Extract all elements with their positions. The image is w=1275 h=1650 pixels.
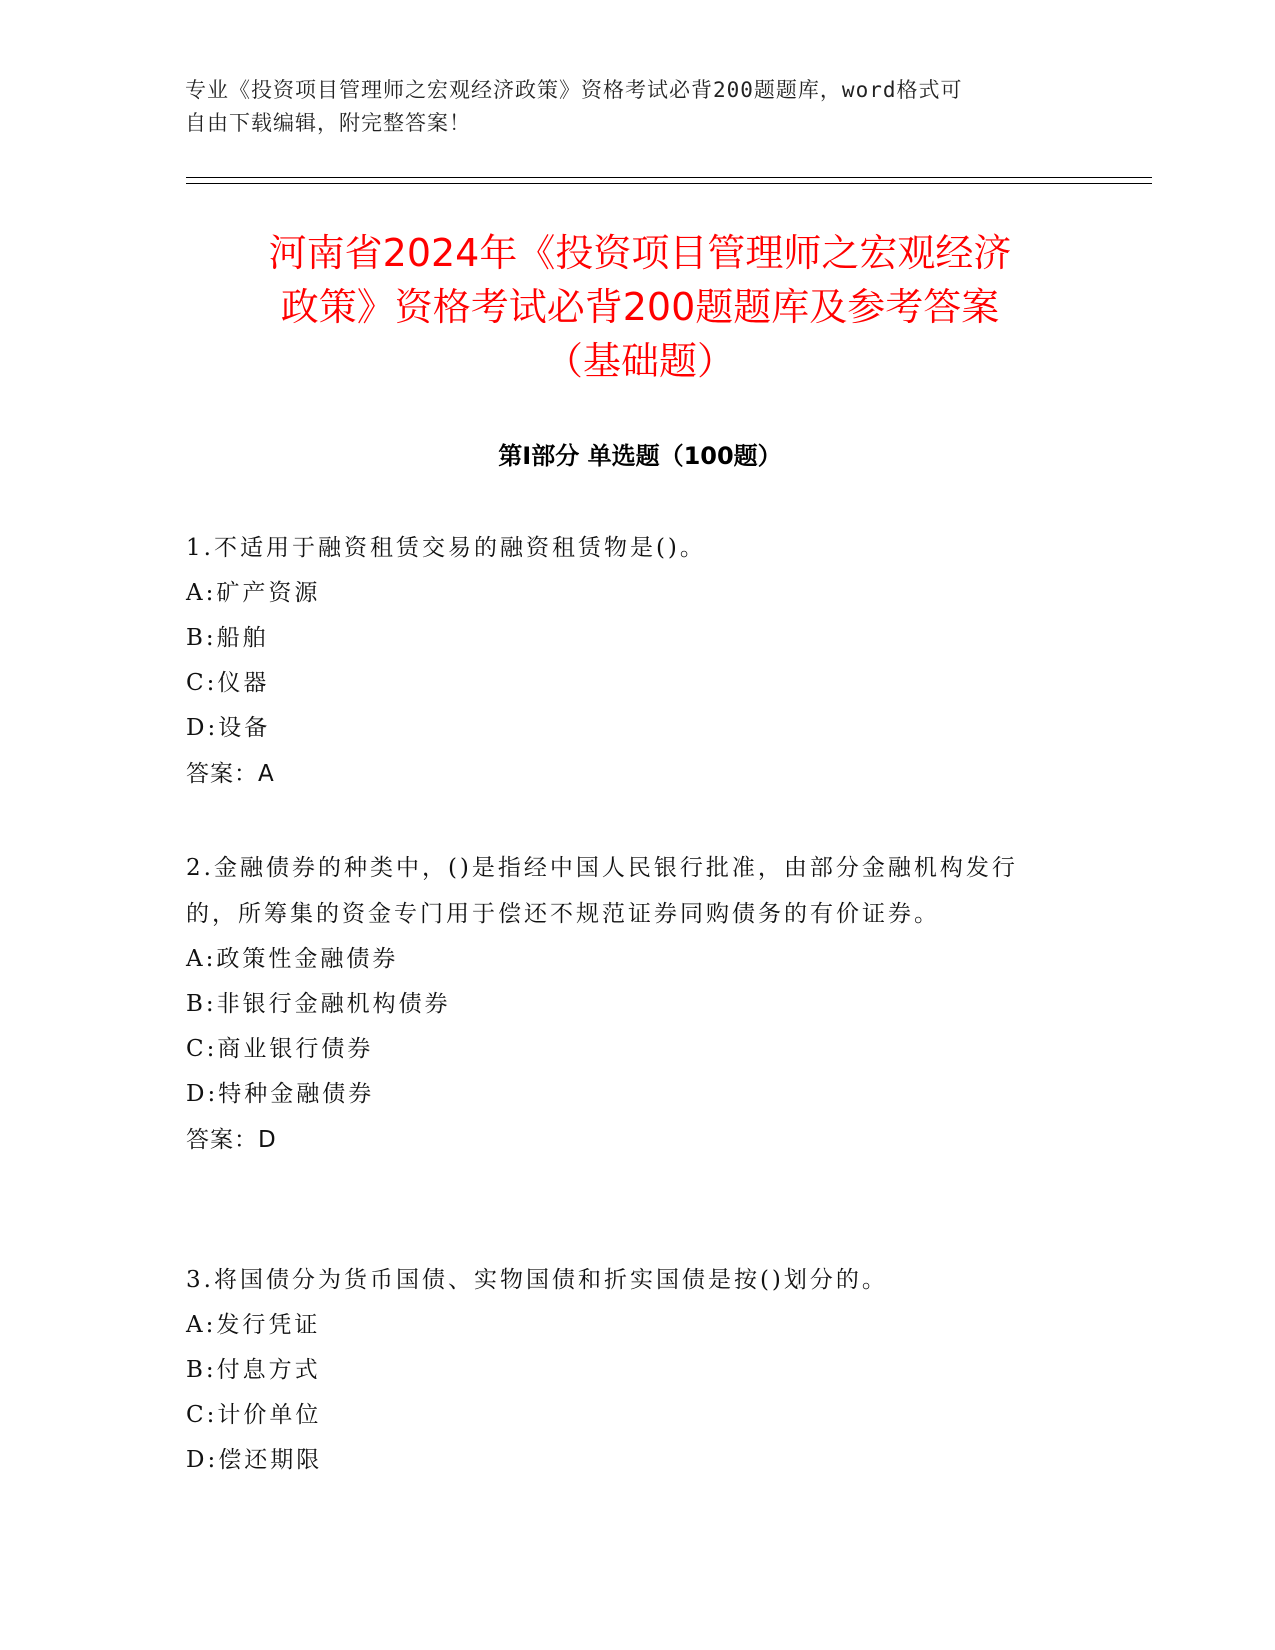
option-a: A:发行凭证 bbox=[186, 1312, 321, 1338]
option-a: A:政策性金融债券 bbox=[186, 946, 399, 972]
document-title-line-3: （基础题） bbox=[544, 339, 735, 383]
question-item bbox=[186, 1257, 1066, 1483]
option-c: C:计价单位 bbox=[186, 1402, 322, 1428]
option-b: B:付息方式 bbox=[186, 1357, 321, 1383]
document-title-line-1: 河南省2024年《投资项目管理师之宏观经济 bbox=[268, 231, 1012, 275]
question-stem: 1.不适用于融资租赁交易的融资租赁物是()。 bbox=[186, 535, 706, 561]
answer-line: 答案：D bbox=[186, 1127, 277, 1153]
header-divider-bottom bbox=[186, 183, 1152, 184]
question-stem: 2.金融债券的种类中，()是指经中国人民银行批准，由部分金融机构发行的，所筹集的资金专门用于偿还不规范证券同购债务的有价证券。 bbox=[186, 855, 1018, 927]
question-stem: 3.将国债分为货币国债、实物国债和折实国债是按()划分的。 bbox=[186, 1267, 888, 1293]
header-note-line-2: 自由下载编辑，附完整答案！ bbox=[185, 111, 471, 135]
option-c: C:仪器 bbox=[186, 670, 270, 696]
header-note-line-1: 专业《投资项目管理师之宏观经济政策》资格考试必背200题题库，word格式可 bbox=[185, 78, 963, 102]
header-note bbox=[185, 74, 1085, 140]
section-heading: 第Ⅰ部分 单选题（100题） bbox=[498, 442, 782, 470]
document-title-line-2: 政策》资格考试必背200题题库及参考答案 bbox=[280, 285, 1000, 329]
document-title bbox=[160, 226, 1120, 388]
option-d: D:偿还期限 bbox=[186, 1447, 323, 1473]
option-c: C:商业银行债券 bbox=[186, 1036, 374, 1062]
option-a: A:矿产资源 bbox=[186, 580, 321, 606]
option-d: D:特种金融债券 bbox=[186, 1081, 375, 1107]
option-b: B:非银行金融机构债券 bbox=[186, 991, 451, 1017]
question-item bbox=[186, 845, 1066, 1163]
option-b: B:船舶 bbox=[186, 625, 269, 651]
question-item bbox=[186, 525, 1066, 797]
answer-line: 答案：A bbox=[186, 761, 275, 787]
header-divider-top bbox=[186, 177, 1152, 178]
option-d: D:设备 bbox=[186, 715, 271, 741]
